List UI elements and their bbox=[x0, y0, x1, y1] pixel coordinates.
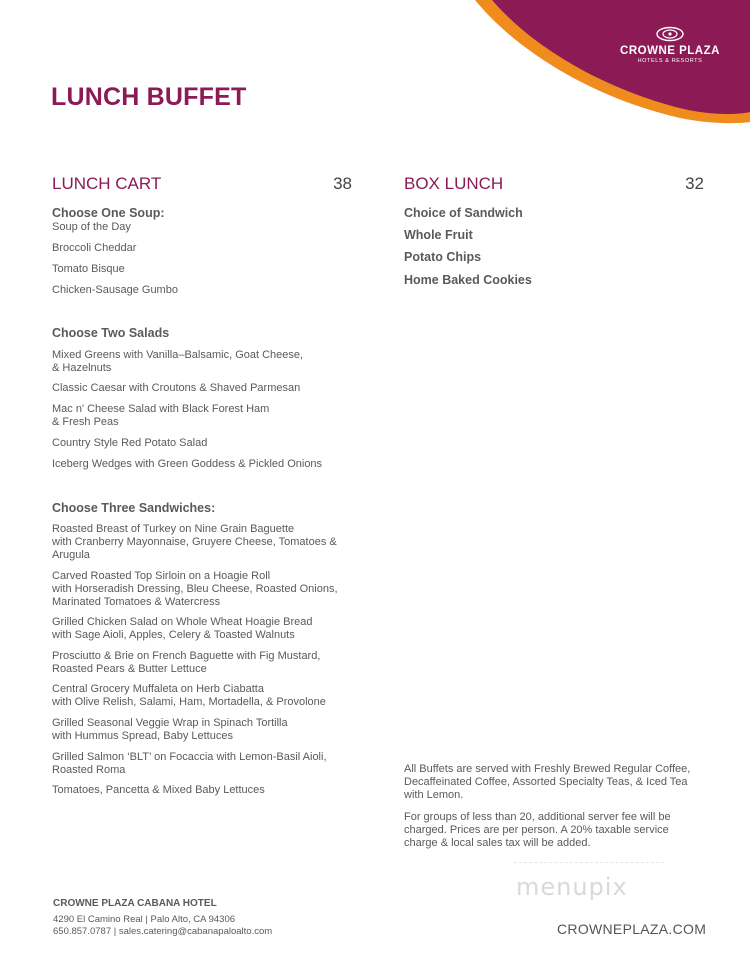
sandwich-item-line: Grilled Salmon ‘BLT’ on Focaccia with Lemon-Basil Aioli, bbox=[52, 751, 327, 763]
salad-heading: Choose Two Salads bbox=[52, 326, 170, 340]
sandwich-item-line: Grilled Seasonal Veggie Wrap in Spinach Tortilla bbox=[52, 717, 288, 729]
note-line: with Lemon. bbox=[404, 789, 464, 801]
sandwich-item-line: with Hummus Spread, Baby Lettuces bbox=[52, 730, 233, 742]
salad-item bbox=[52, 437, 207, 450]
brand-name: CROWNE PLAZA bbox=[620, 45, 720, 57]
salad-item-line: Classic Caesar with Croutons & Shaved Parmesan bbox=[52, 382, 301, 394]
hotel-name: CROWNE PLAZA CABANA HOTEL bbox=[53, 898, 217, 909]
salad-item-line: Iceberg Wedges with Green Goddess & Pickled Onions bbox=[52, 458, 323, 470]
note-line: Decaffeinated Coffee, Assorted Specialty Teas, & Iced Tea bbox=[404, 776, 688, 788]
note-line: All Buffets are served with Freshly Brewed Regular Coffee, bbox=[404, 763, 691, 775]
salad-item bbox=[52, 349, 303, 375]
sandwich-item bbox=[52, 784, 265, 797]
salad-item-line: Mac n' Cheese Salad with Black Forest Ham bbox=[52, 403, 270, 415]
soup-item: Tomato Bisque bbox=[52, 263, 125, 275]
sandwich-item-line: Tomatoes, Pancetta & Mixed Baby Lettuces bbox=[52, 784, 265, 796]
sandwich-item bbox=[52, 570, 338, 609]
soup-item: Broccoli Cheddar bbox=[52, 242, 137, 254]
sandwich-item bbox=[52, 523, 337, 562]
sandwich-item bbox=[52, 683, 326, 709]
sandwich-item bbox=[52, 616, 312, 642]
sandwich-item-line: Prosciutto & Brie on French Baguette with Fig Mustard, bbox=[52, 650, 321, 662]
sandwich-item bbox=[52, 717, 288, 743]
sandwich-item bbox=[52, 751, 327, 777]
box-lunch-item: Potato Chips bbox=[404, 250, 482, 264]
sandwich-item-line: with Cranberry Mayonnaise, Gruyere Cheese, Tomatoes & bbox=[52, 536, 337, 548]
note-line: charged. Prices are per person. A 20% taxable service bbox=[404, 824, 669, 836]
box-lunch-price: 32 bbox=[685, 174, 704, 193]
salad-item bbox=[52, 403, 269, 429]
hotel-contact: 650.857.0787 | sales.catering@cabanapaloalto.com bbox=[53, 926, 273, 937]
buffet-notes bbox=[404, 763, 704, 850]
sandwich-item-line: with Olive Relish, Salami, Ham, Mortadella, & Provolone bbox=[52, 696, 326, 708]
note-line: For groups of less than 20, additional server fee will be bbox=[404, 811, 671, 823]
sandwich-item-line: Grilled Chicken Salad on Whole Wheat Hoagie Bread bbox=[52, 616, 313, 628]
box-lunch-item: Choice of Sandwich bbox=[404, 206, 523, 220]
salad-item-line: Mixed Greens with Vanilla–Balsamic, Goat Cheese, bbox=[52, 349, 304, 361]
soup-item: Chicken-Sausage Gumbo bbox=[52, 284, 178, 296]
salad-item bbox=[52, 382, 300, 395]
sandwich-item-line: Central Grocery Muffaleta on Herb Ciabatta bbox=[52, 683, 264, 695]
soup-item: Soup of the Day bbox=[52, 221, 131, 233]
box-lunch-item: Whole Fruit bbox=[404, 228, 473, 242]
footer-contact bbox=[53, 898, 272, 938]
lunch-cart-title: LUNCH CART bbox=[52, 174, 162, 193]
note-line: charge & local sales tax will be added. bbox=[404, 837, 591, 849]
salad-item-line: Country Style Red Potato Salad bbox=[52, 437, 208, 449]
sandwich-heading: Choose Three Sandwiches: bbox=[52, 501, 216, 515]
sandwich-item-line: Arugula bbox=[52, 549, 90, 561]
salad-item-line: & Hazelnuts bbox=[52, 362, 112, 374]
sandwich-item-line: with Sage Aioli, Apples, Celery & Toasted Walnuts bbox=[52, 629, 295, 641]
box-lunch-header bbox=[404, 174, 704, 196]
website-link[interactable]: CROWNEPLAZA.COM bbox=[557, 921, 707, 937]
sandwich-item-line: with Horseradish Dressing, Bleu Cheese, Roasted Onions, bbox=[52, 583, 338, 595]
crown-logo-icon bbox=[655, 26, 685, 42]
sandwich-item-line: Roasted Breast of Turkey on Nine Grain Baguette bbox=[52, 523, 295, 535]
pricing-note bbox=[404, 811, 704, 850]
brand-tagline: HOTELS & RESORTS bbox=[637, 58, 703, 64]
sandwich-item-line: Roasted Pears & Butter Lettuce bbox=[52, 663, 207, 675]
lunch-cart-price: 38 bbox=[333, 174, 352, 193]
brand-logo bbox=[616, 26, 724, 64]
watermark-logo: menupix bbox=[516, 873, 628, 901]
salad-item-line: & Fresh Peas bbox=[52, 416, 119, 428]
hotel-address: 4290 El Camino Real | Palo Alto, CA 94306 bbox=[53, 914, 236, 925]
box-lunch-item: Home Baked Cookies bbox=[404, 273, 532, 287]
watermark-divider bbox=[514, 862, 664, 864]
lunch-cart-section bbox=[52, 174, 352, 796]
sandwich-item-line: Carved Roasted Top Sirloin on a Hoagie Roll bbox=[52, 570, 271, 582]
lunch-cart-header bbox=[52, 174, 352, 196]
page-title: LUNCH BUFFET bbox=[51, 83, 247, 111]
sandwich-item-line: Roasted Roma bbox=[52, 764, 126, 776]
sandwich-item-line: Marinated Tomatoes & Watercress bbox=[52, 596, 221, 608]
service-note bbox=[404, 763, 704, 802]
salad-item bbox=[52, 458, 322, 471]
box-lunch-title: BOX LUNCH bbox=[404, 174, 504, 193]
sandwich-item bbox=[52, 650, 320, 676]
box-lunch-section bbox=[404, 174, 704, 287]
soup-heading: Choose One Soup: bbox=[52, 206, 165, 220]
